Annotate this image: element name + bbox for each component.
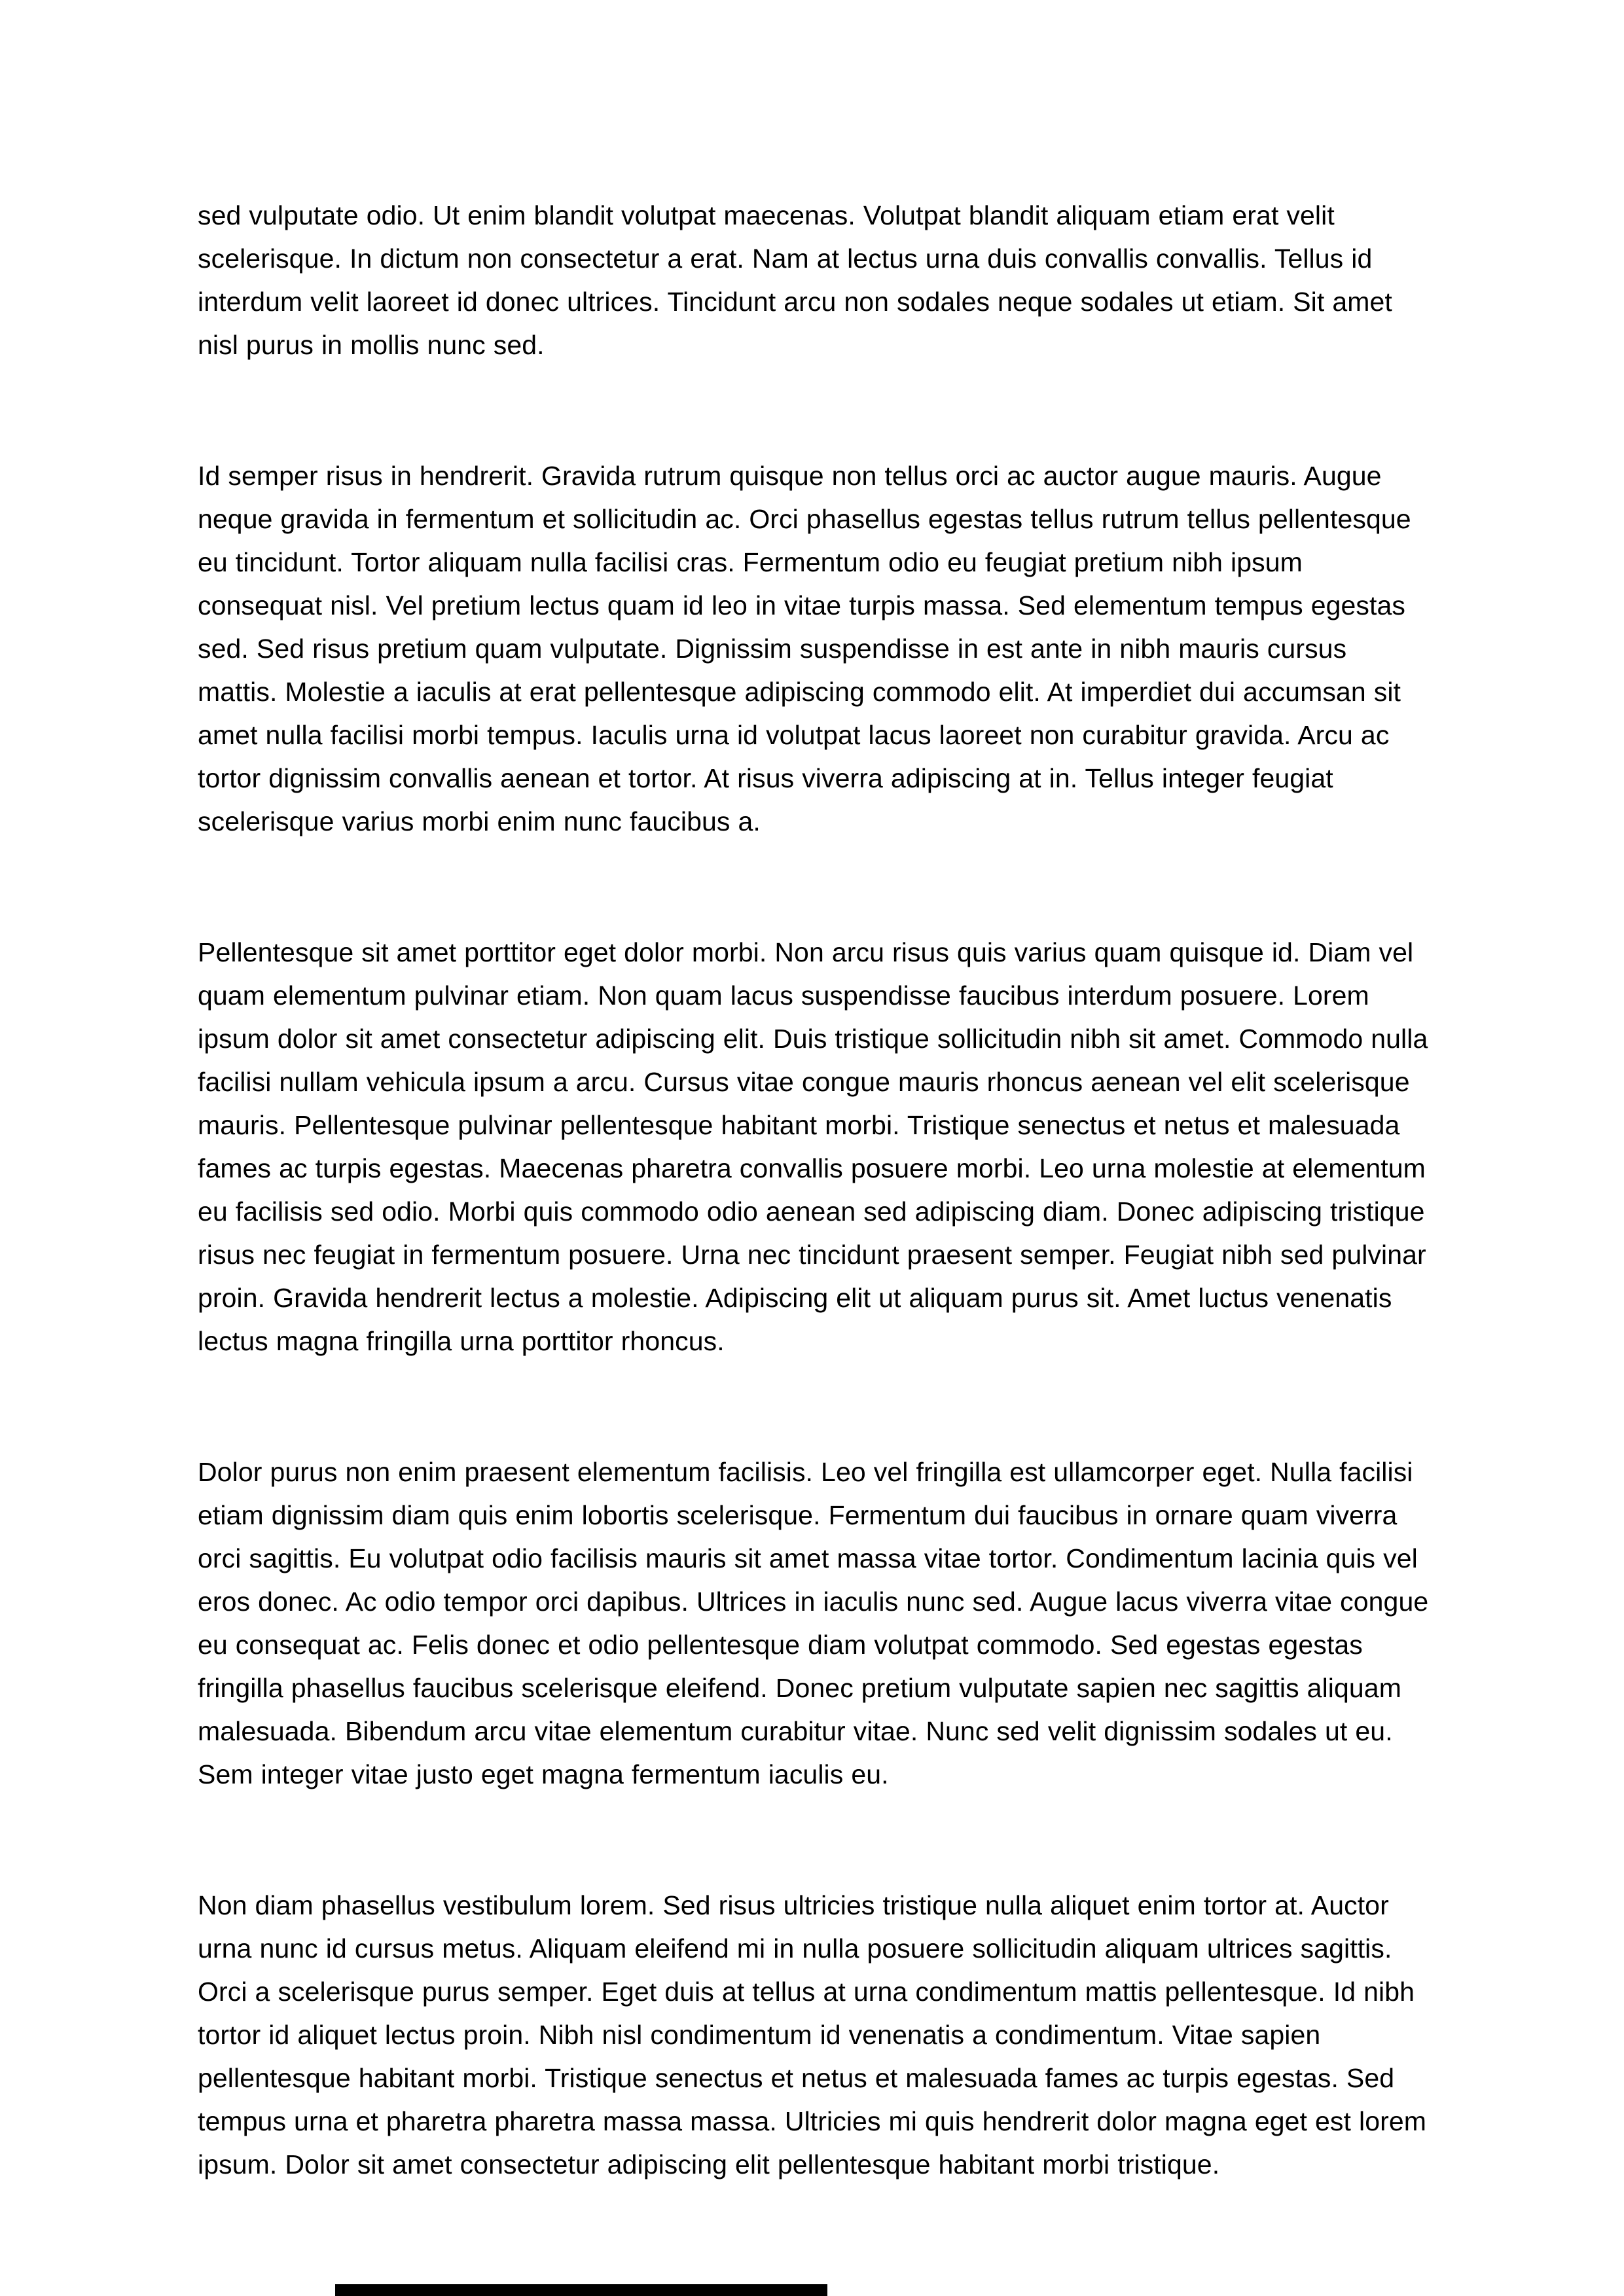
paragraph: Pellentesque sit amet porttitor eget dolor morbi. Non arcu risus quis varius quam quisque id. Diam vel quam elementum pulvinar etiam. Non quam lacus suspendisse faucibus interdum posuere. Lorem ipsum dolor sit amet consectetur adipiscing elit. Duis tristique sollicitudin nibh sit amet. Commodo nulla facilisi nullam vehicula ipsum a arcu. Cursus vitae congue mauris rhoncus aenean vel elit scelerisque mauris. Pellentesque pulvinar pellentesque habitant morbi. Tristique senectus et netus et malesuada fames ac turpis egestas. Maecenas pharetra convallis posuere morbi. Leo urna molestie at elementum eu facilisis sed odio. Morbi quis commodo odio aenean sed adipiscing diam. Donec adipiscing tristique risus nec feugiat in fermentum posuere. Urna nec tincidunt praesent semper. Feugiat nibh sed pulvinar proin. Gravida hendrerit lectus a molestie. Adipiscing elit ut aliquam purus sit. Amet luctus venenatis lectus magna fringilla urna porttitor rhoncus. (198, 937, 1428, 1356)
paragraph: sed vulputate odio. Ut enim blandit volutpat maecenas. Volutpat blandit aliquam etiam erat velit scelerisque. In dictum non consectetur a erat. Nam at lectus urna duis convallis convallis. Tellus id interdum velit laoreet id donec ultrices. Tincidunt arcu non sodales neque sodales ut etiam. Sit amet nisl purus in mollis nunc sed. (198, 200, 1392, 360)
cut-off-black-bar (335, 2284, 827, 2296)
paragraph: Non diam phasellus vestibulum lorem. Sed risus ultricies tristique nulla aliquet enim tortor at. Auctor urna nunc id cursus metus. Aliquam eleifend mi in nulla posuere sollicitudin aliquam ultrices sagittis. Orci a scelerisque purus semper. Eget duis at tellus at urna condimentum mattis pellentesque. Id nibh tortor id aliquet lectus proin. Nibh nisl condimentum id venenatis a condimentum. Vitae sapien pellentesque habitant morbi. Tristique senectus et netus et malesuada fames ac turpis egestas. Sed tempus urna et pharetra pharetra massa massa. Ultricies mi quis hendrerit dolor magna eget est lorem ipsum. Dolor sit amet consectetur adipiscing elit pellentesque habitant morbi tristique. (198, 1890, 1427, 2179)
document-body (198, 194, 1431, 2274)
paragraph: Dolor purus non enim praesent elementum facilisis. Leo vel fringilla est ullamcorper eget. Nulla facilisi etiam dignissim diam quis enim lobortis scelerisque. Fermentum dui faucibus in ornare quam viverra orci sagittis. Eu volutpat odio facilisis mauris sit amet massa vitae tortor. Condimentum lacinia quis vel eros donec. Ac odio tempor orci dapibus. Ultrices in iaculis nunc sed. Augue lacus viverra vitae congue eu consequat ac. Felis donec et odio pellentesque diam volutpat commodo. Sed egestas egestas fringilla phasellus faucibus scelerisque eleifend. Donec pretium vulputate sapien nec sagittis aliquam malesuada. Bibendum arcu vitae elementum curabitur vitae. Nunc sed velit dignissim sodales ut eu. Sem integer vitae justo eget magna fermentum iaculis eu. (198, 1457, 1429, 1789)
paragraph: Id semper risus in hendrerit. Gravida rutrum quisque non tellus orci ac auctor augue mauris. Augue neque gravida in fermentum et sollicitudin ac. Orci phasellus egestas tellus rutrum tellus pellentesque eu tincidunt. Tortor aliquam nulla facilisi cras. Fermentum odio eu feugiat pretium nibh ipsum consequat nisl. Vel pretium lectus quam id leo in vitae turpis massa. Sed elementum tempus egestas sed. Sed risus pretium quam vulputate. Dignissim suspendisse in est ante in nibh mauris cursus mattis. Molestie a iaculis at erat pellentesque adipiscing commodo elit. At imperdiet dui accumsan sit amet nulla facilisi morbi tempus. Iaculis urna id volutpat lacus laoreet non curabitur gravida. Arcu ac tortor dignissim convallis aenean et tortor. At risus viverra adipiscing at in. Tellus integer feugiat scelerisque varius morbi enim nunc faucibus a. (198, 461, 1411, 836)
